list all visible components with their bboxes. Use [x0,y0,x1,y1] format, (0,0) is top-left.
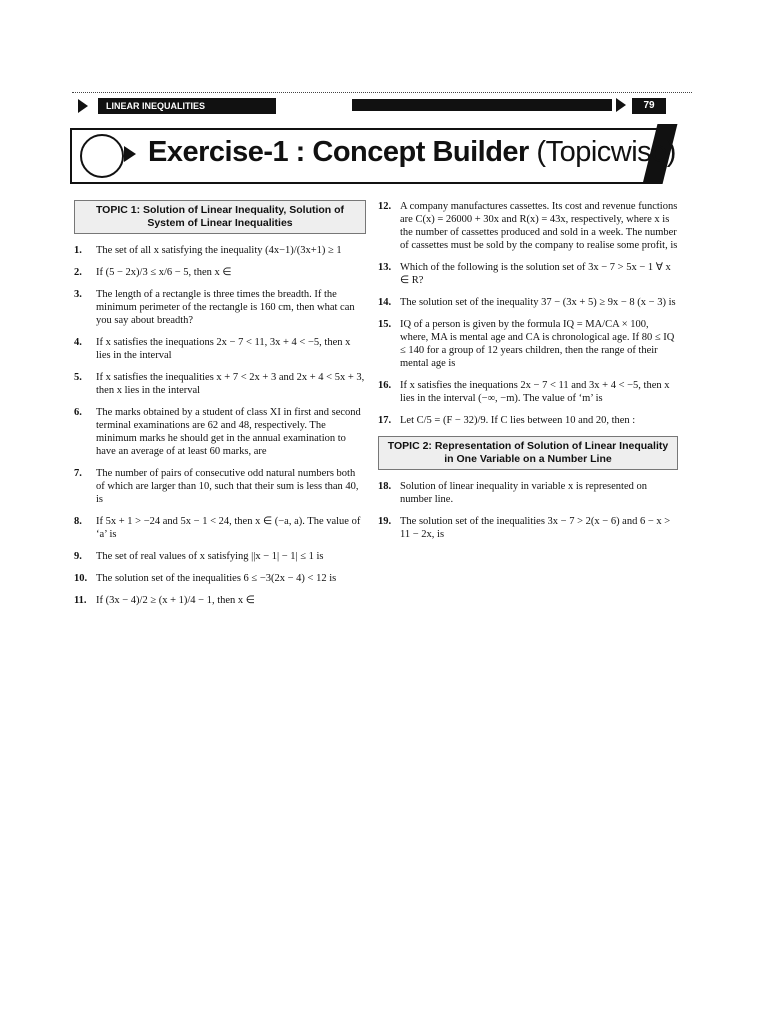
question-item [74,406,366,458]
question-number: 12. [378,201,392,212]
question-text: Solution of linear inequality in variable x is represented on number line. [400,481,647,505]
page-number: 79 [632,98,666,114]
question-number: 2. [74,267,82,278]
question-number: 3. [74,289,82,300]
question-list [378,200,678,427]
topic-2-heading: TOPIC 2: Representation of Solution of Linear Inequality in One Variable on a Number Line [378,436,678,470]
question-item [378,318,678,370]
question-list [74,244,366,607]
question-text: The set of real values of x satisfying ||x − 1| − 1| ≤ 1 is [96,551,324,562]
exercise-title [148,136,676,169]
question-number: 13. [378,262,392,273]
question-text: A company manufactures cassettes. Its cost and revenue functions are C(x) = 26000 + 30x and R(x) = 43x, respectively, where x is the number of cassettes produced and sold in a week. The number of cassettes must be sold by the company to realise some profit, is [400,201,678,251]
question-number: 11. [74,595,87,606]
question-number: 8. [74,516,82,527]
puzzle-logo-icon [80,134,124,178]
topic-1-heading: TOPIC 1: Solution of Linear Inequality, Solution of System of Linear Inequalities [74,200,366,234]
question-text: If (5 − 2x)/3 ≤ x/6 − 5, then x ∈ [96,267,232,278]
question-list [378,480,678,541]
question-number: 9. [74,551,82,562]
question-item [378,200,678,252]
question-text: If (3x − 4)/2 ≥ (x + 1)/4 − 1, then x ∈ [96,595,255,606]
right-column [378,200,678,550]
question-number: 16. [378,380,392,391]
question-item [74,266,366,279]
question-item [74,467,366,506]
question-number: 4. [74,337,82,348]
banner-arrow-icon [124,146,136,162]
question-text: The solution set of the inequalities 3x − 7 > 2(x − 6) and 6 − x > 11 − 2x, is [400,516,671,540]
left-column [74,200,366,616]
question-item [74,572,366,585]
question-number: 1. [74,245,82,256]
question-text: If x satisfies the inequations 2x − 7 < 11 and 3x + 4 < −5, then x lies in the interval (−∞, −m). The value of ‘m’ is [400,380,670,404]
header-arrow-icon [616,98,626,112]
question-text: The number of pairs of consecutive odd natural numbers both of which are larger than 10, such that their sum is less than 40, is [96,468,359,505]
question-item [378,261,678,287]
chapter-title: LINEAR INEQUALITIES [98,98,276,114]
question-item [74,515,366,541]
question-number: 10. [74,573,88,584]
question-number: 18. [378,481,392,492]
question-text: If x satisfies the inequalities x + 7 < 2x + 3 and 2x + 4 < 5x + 3, then x lies in the interval [96,372,365,396]
header-arrow-icon [78,99,88,113]
question-number: 14. [378,297,392,308]
header-rule [72,92,692,93]
question-item [378,414,678,427]
question-text: The solution set of the inequalities 6 ≤ −3(2x − 4) < 12 is [96,573,337,584]
question-item [74,336,366,362]
question-item [378,480,678,506]
question-item [378,515,678,541]
question-text: IQ of a person is given by the formula IQ = MA/CA × 100, where, MA is mental age and CA is chronological age. If 80 ≤ IQ ≤ 140 for a group of 12 years children, then the range of their mental age is [400,319,675,369]
question-item [74,550,366,563]
question-item [74,594,366,607]
question-item [74,288,366,327]
question-text: If 5x + 1 > −24 and 5x − 1 < 24, then x ∈ (−a, a). The value of ‘a’ is [96,516,361,540]
question-item [378,296,678,309]
question-item [74,244,366,257]
title-sub: (Topicwise) [536,136,676,168]
question-text: The length of a rectangle is three times the breadth. If the minimum perimeter of the rectangle is 160 cm, then what can you say about breadth? [96,289,355,326]
question-number: 5. [74,372,82,383]
question-number: 6. [74,407,82,418]
question-text: Which of the following is the solution set of 3x − 7 > 5x − 1 ∀ x ∈ R? [400,262,671,286]
question-text: The set of all x satisfying the inequality (4x−1)/(3x+1) ≥ 1 [96,245,342,256]
header-bar [352,99,612,111]
question-number: 15. [378,319,392,330]
question-text: The solution set of the inequality 37 − (3x + 5) ≥ 9x − 8 (x − 3) is [400,297,676,308]
question-text: If x satisfies the inequations 2x − 7 < 11, 3x + 4 < −5, then x lies in the interval [96,337,351,361]
title-main: Exercise-1 : Concept Builder [148,136,529,168]
question-number: 19. [378,516,392,527]
question-text: The marks obtained by a student of class XI in first and second terminal examinations are 62 and 48, respectively. The minimum marks he should get in the annual examination to have an average of at least 60 marks, are [96,407,361,457]
question-item [378,379,678,405]
question-number: 7. [74,468,82,479]
question-number: 17. [378,415,392,426]
question-text: Let C/5 = (F − 32)/9. If C lies between 10 and 20, then : [400,415,636,426]
question-item [74,371,366,397]
